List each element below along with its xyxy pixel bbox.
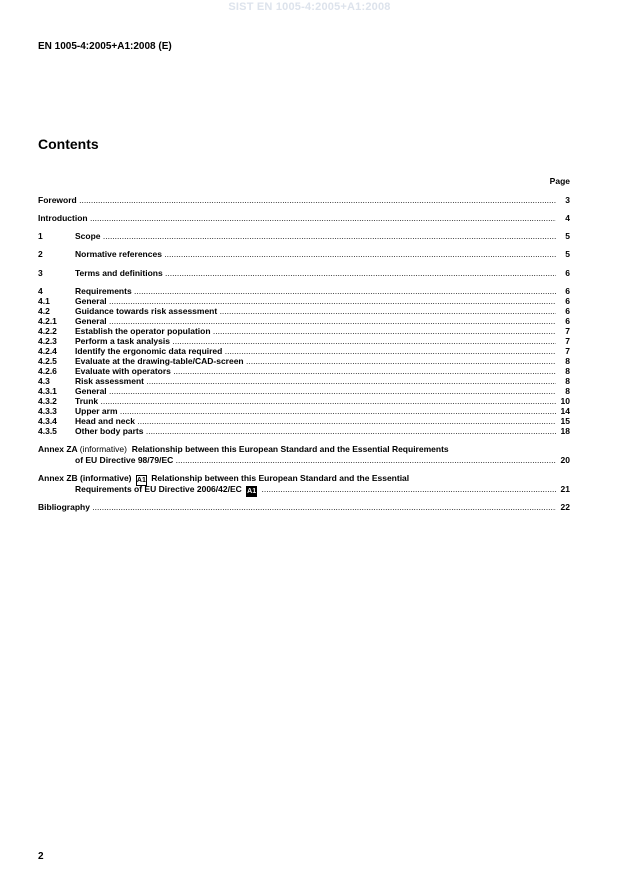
- toc-entry-page: 6: [565, 286, 570, 296]
- toc-entry-number: 4.2.3: [38, 336, 57, 346]
- toc-entry-number: 3: [38, 268, 43, 278]
- annex-title: Relationship between this European Standard and the Essential: [151, 473, 410, 483]
- toc-entry-number: 4.2.4: [38, 346, 57, 356]
- toc-entry-number: 4.2: [38, 306, 50, 316]
- toc-entry-page: 6: [565, 268, 570, 278]
- toc-entry-page: 18: [560, 426, 570, 436]
- toc-entry-page: 6: [565, 296, 570, 306]
- toc-entry-page: 15: [560, 416, 570, 426]
- toc-entry-page: 20: [560, 455, 570, 465]
- toc-annex-zb-line1[interactable]: [38, 473, 570, 484]
- toc-entry-title: General .....: [75, 386, 556, 397]
- toc-entry-number: 4.3: [38, 376, 50, 386]
- toc-entry-title: Head and neck .....: [75, 416, 556, 427]
- toc-entry-page: 10: [560, 396, 570, 406]
- amendment-start-marker-icon: A1: [136, 477, 146, 484]
- toc-entry-page: 7: [565, 326, 570, 336]
- annex-title: Relationship between this European Standard and the Essential Requirements: [131, 444, 449, 454]
- toc-entry-title: Identify the ergonomic data required .....: [75, 346, 556, 357]
- document-id: EN 1005-4:2005+A1:2008 (E): [38, 41, 172, 52]
- toc-entry-page: 4: [565, 213, 570, 223]
- toc-entry-page: 14: [560, 406, 570, 416]
- toc-entry-number: 4.2.2: [38, 326, 57, 336]
- page-title: Contents: [38, 136, 99, 152]
- toc-entry-number: 4.3.3: [38, 406, 57, 416]
- toc-entry-introduction[interactable]: [38, 213, 570, 224]
- toc-entry-title: Introduction .....: [38, 213, 556, 224]
- annex-title-cont: of EU Directive 98/79/EC .....: [75, 455, 556, 466]
- toc-entry-title: Upper arm .....: [75, 406, 556, 417]
- toc-entry-title: Terms and definitions .....: [75, 268, 556, 279]
- toc-entry-number: 4.3.1: [38, 386, 57, 396]
- toc-entry-page: 5: [565, 249, 570, 259]
- page-number: 2: [38, 851, 44, 862]
- toc-entry-foreword[interactable]: [38, 195, 570, 206]
- toc-entry-number: 4.2.1: [38, 316, 57, 326]
- toc-entry-title: General .....: [75, 316, 556, 327]
- annex-label: Annex ZB (informative): [38, 473, 132, 483]
- toc-entry-number: 4.3.5: [38, 426, 57, 436]
- toc-entry-page: 8: [565, 376, 570, 386]
- toc-entry-number: 4.3.4: [38, 416, 57, 426]
- toc-entry-title: Trunk .....: [75, 396, 556, 407]
- toc-entry-title: Establish the operator population .....: [75, 326, 556, 337]
- toc-entry-title: Normative references .....: [75, 249, 556, 260]
- toc-entry-title: Perform a task analysis .....: [75, 336, 556, 347]
- watermark: SIST EN 1005-4:2005+A1:2008: [228, 1, 391, 13]
- toc-entry[interactable]: [38, 231, 570, 242]
- toc-entry-title: Evaluate with operators .....: [75, 366, 556, 377]
- toc-entry-page: 22: [560, 502, 570, 512]
- toc-entry-page: 3: [565, 195, 570, 205]
- annex-title-cont: [75, 484, 556, 497]
- toc-entry-page: 5: [565, 231, 570, 241]
- annex-note: (informative): [79, 444, 127, 454]
- toc-entry-number: 1: [38, 231, 43, 241]
- annex-label: Annex ZA: [38, 444, 78, 454]
- toc-entry-title: Guidance towards risk assessment .....: [75, 306, 556, 317]
- toc-entry-page: 7: [565, 346, 570, 356]
- amendment-end-marker-icon: A1: [247, 488, 257, 495]
- toc-entry-number: 4.3.2: [38, 396, 57, 406]
- toc-entry-page: 21: [560, 484, 570, 494]
- page-column-label: Page: [549, 176, 570, 186]
- toc-entry-title: General .....: [75, 296, 556, 307]
- toc-entry-number: 4.1: [38, 296, 50, 306]
- toc-entry-title: Evaluate at the drawing-table/CAD-screen .....: [75, 356, 556, 367]
- toc-entry-page: 8: [565, 366, 570, 376]
- toc-entry[interactable]: [38, 249, 570, 260]
- toc-entry-title: Requirements .....: [75, 286, 556, 297]
- toc-entry-bibliography[interactable]: [38, 502, 570, 513]
- toc-entry-page: 6: [565, 316, 570, 326]
- toc-entry-number: 4.2.5: [38, 356, 57, 366]
- toc-entry-title: Other body parts .....: [75, 426, 556, 437]
- toc-entry-page: 7: [565, 336, 570, 346]
- toc-entry-title: Scope .....: [75, 231, 556, 242]
- toc-entry-title: Risk assessment .....: [75, 376, 556, 387]
- toc-entry-title: Foreword .....: [38, 195, 556, 206]
- annex-title-text: Requirements of EU Directive 2006/42/EC: [75, 484, 242, 494]
- toc-entry-number: 4.2.6: [38, 366, 57, 376]
- toc-annex-za-line2[interactable]: [38, 455, 570, 466]
- toc-entry[interactable]: [38, 426, 570, 437]
- toc-entry-title: Bibliography .....: [38, 502, 556, 513]
- toc-entry-number: 2: [38, 249, 43, 259]
- toc-entry-page: 8: [565, 356, 570, 366]
- toc-entry[interactable]: [38, 268, 570, 279]
- toc-entry-number: 4: [38, 286, 43, 296]
- toc-entry-page: 8: [565, 386, 570, 396]
- toc-annex-za-line1[interactable]: [38, 444, 570, 455]
- toc-entry-page: 6: [565, 306, 570, 316]
- toc-annex-zb-line2[interactable]: [38, 484, 570, 495]
